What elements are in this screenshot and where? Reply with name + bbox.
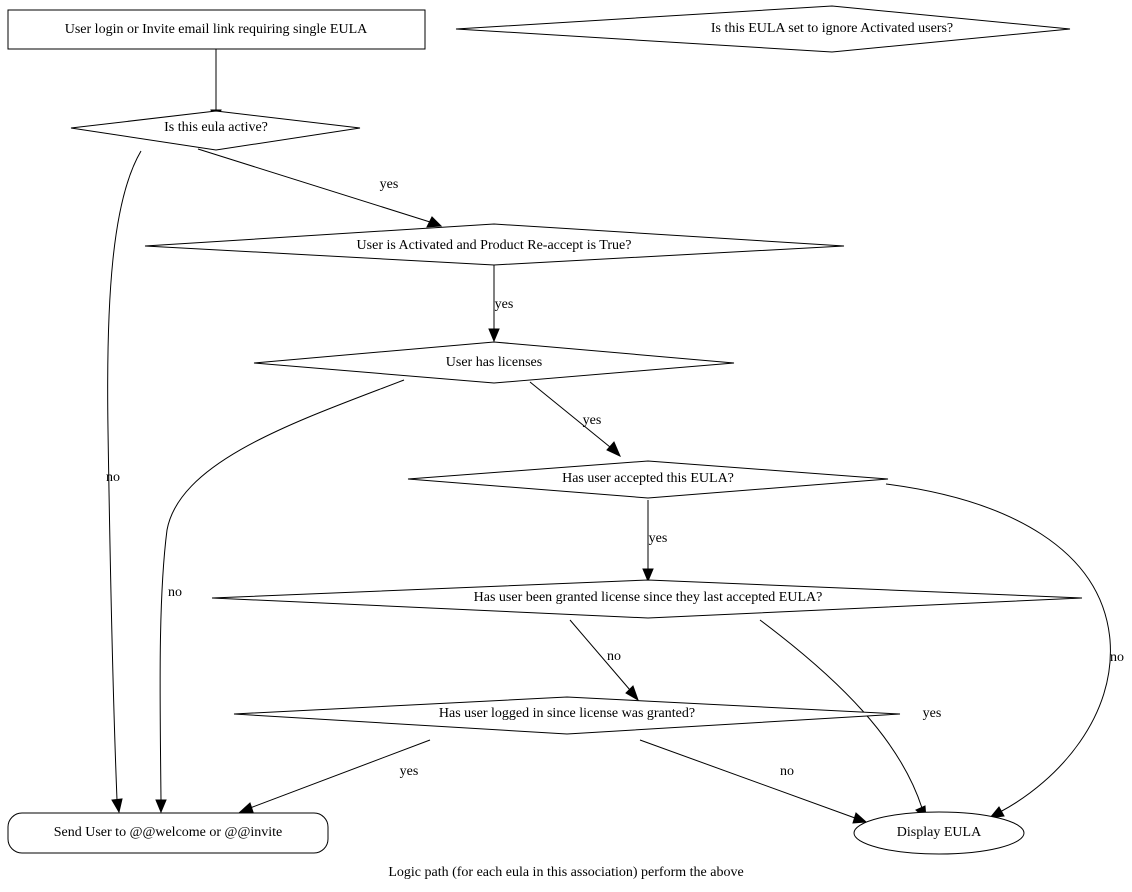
node-user-activated-reaccept[interactable] [145,224,844,265]
diagram-caption: Logic path (for each eula in this association) perform the above [388,865,744,881]
node-logged-in-since-grant-label: Has user logged in since license was granted? [438,706,696,722]
edge-reaccept-to-licenses [489,263,513,341]
node-ignore-activated[interactable] [456,6,1070,52]
node-user-activated-reaccept-label: User is Activated and Product Re-accept is True? [356,238,632,254]
node-start-label: User login or Invite email link requiring single EULA [64,22,368,38]
edge-label-accepted-yes: yes [648,531,668,547]
edge-label-accepted-no: no [1110,650,1124,666]
edge-loggedin-to-send [239,740,430,813]
node-eula-active[interactable] [71,111,360,150]
node-user-accepted-eula[interactable] [408,461,888,498]
edge-label-reaccept-yes: yes [494,297,514,313]
node-user-has-licenses[interactable] [254,342,734,383]
edge-label-active-no: no [106,470,120,486]
node-display-eula-label: Display EULA [896,825,982,841]
edge-label-licenses-no: no [168,585,182,601]
node-send-user-welcome-invite[interactable] [8,813,328,853]
edge-active-to-send [106,151,141,812]
edge-label-licenses-yes: yes [582,413,602,429]
edge-loggedin-to-display [640,740,866,823]
node-granted-license-since-accept[interactable] [212,580,1082,618]
edge-label-loggedin-no: no [780,764,794,780]
node-ignore-activated-label: Is this EULA set to ignore Activated users? [710,21,954,37]
node-start[interactable] [8,10,425,49]
edge-accepted-to-display [886,484,1124,818]
node-display-eula[interactable] [854,812,1024,854]
node-user-has-licenses-label: User has licenses [445,355,543,371]
node-granted-license-since-accept-label: Has user been granted license since they last accepted EULA? [473,590,823,606]
edge-label-granted-yes: yes [922,706,942,722]
node-send-user-welcome-invite-label: Send User to @@welcome or @@invite [53,825,283,841]
edge-active-to-reaccept [198,149,441,227]
edge-licenses-to-accepted [530,382,620,456]
node-logged-in-since-grant[interactable] [234,697,900,734]
node-eula-active-label: Is this eula active? [164,120,268,136]
node-user-accepted-eula-label: Has user accepted this EULA? [562,471,734,487]
edge-label-granted-no: no [607,649,621,665]
edge-label-active-yes: yes [379,177,399,193]
edge-accepted-to-granted [643,500,667,581]
edge-label-loggedin-yes: yes [399,764,419,780]
edge-granted-to-loggedin [570,620,638,700]
